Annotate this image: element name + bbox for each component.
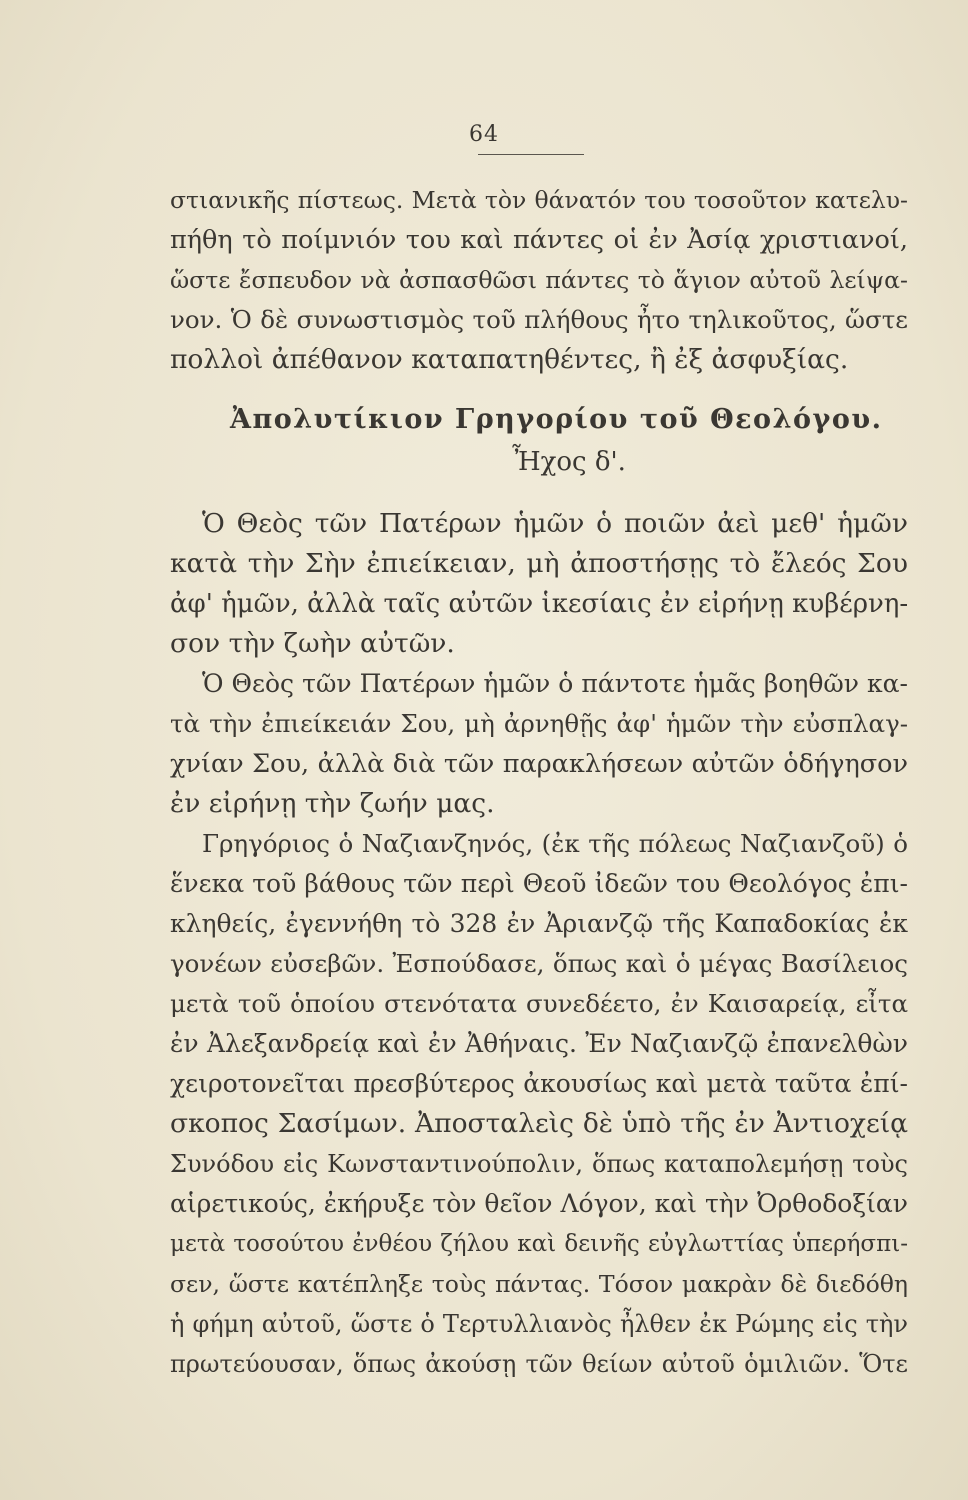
hymn1-line: Ὁ Θεὸς τῶν Πατέρων ἡμῶν ὁ ποιῶν ἀεὶ μεθ' ἡμῶν [202,508,908,539]
hymn1-line: ἀφ' ἡμῶν, ἀλλὰ ταῖς αὐτῶν ἱκεσίαις ἐν εἰρήνῃ κυβέρνη- [170,589,909,619]
hymn2-line: χνίαν Σου, ἀλλὰ διὰ τῶν παρακλήσεων αὐτῶν ὁδήγησον [170,749,908,779]
bio-line: ἐν Ἀλεξανδρείᾳ καὶ ἐν Ἀθήναις. Ἐν Ναζιανζῷ ἐπανελθὼν [170,1029,908,1058]
bio-line: αἱρετικούς, ἐκήρυξε τὸν θεῖον Λόγον, καὶ τὴν Ὀρθοδοξίαν [170,1189,908,1218]
bio-line: μετὰ τοῦ ὁποίου στενότατα συνεδέετο, ἐν Καισαρείᾳ, εἶτα [170,989,908,1018]
bio-line: γονέων εὐσεβῶν. Ἐσπούδασε, ὅπως καὶ ὁ μέγας Βασίλειος [170,949,908,978]
hymn1-line: σον τὴν ζωὴν αὐτῶν. [170,628,455,659]
bio-line: Γρηγόριος ὁ Ναζιανζηνός, (ἐκ τῆς πόλεως Ναζιανζοῦ) ὁ [202,829,908,858]
hymn2-line: τὰ τὴν ἐπιείκειάν Σου, μὴ ἀρνηθῇς ἀφ' ἡμῶν τὴν εὐσπλαγ- [170,709,908,738]
bio-line: ἕνεκα τοῦ βάθους τῶν περὶ Θεοῦ ἰδεῶν του Θεολόγος ἐπι- [170,869,908,898]
bio-line: σκοπος Σασίμων. Ἀποσταλεὶς δὲ ὑπὸ τῆς ἐν Ἀντιοχείᾳ [170,1108,908,1139]
intro-line: ὥστε ἔσπευδον νὰ ἀσπασθῶσι πάντες τὸ ἅγιον αὐτοῦ λείψα- [170,266,908,294]
bio-line: χειροτονεῖται πρεσβύτερος ἀκουσίως καὶ μετὰ ταῦτα ἐπί- [170,1069,908,1098]
bio-line: Συνόδου εἰς Κωνσταντινούπολιν, ὅπως καταπολεμήσῃ τοὺς [170,1150,908,1178]
header-rule [478,154,584,155]
section-heading: Ἀπολυτίκιον Γρηγορίου τοῦ Θεολόγου. [230,404,883,435]
intro-line: νον. Ὁ δὲ συνωστισμὸς τοῦ πλήθους ἦτο τηλικοῦτος, ὥστε [170,305,908,334]
hymn2-line: ἐν εἰρήνῃ τὴν ζωήν μας. [170,788,495,819]
hymn2-line: Ὁ Θεὸς τῶν Πατέρων ἡμῶν ὁ πάντοτε ἡμᾶς βοηθῶν κα- [202,669,908,698]
page-number: 64 [469,122,499,147]
bio-line: μετὰ τοσούτου ἐνθέου ζήλου καὶ δεινῆς εὐγλωττίας ὑπερήσπι- [170,1231,908,1257]
tone-label: Ἦχος δ'. [512,447,626,477]
bio-line: πρωτεύουσαν, ὅπως ἀκούσῃ τῶν θείων αὐτοῦ ὁμιλιῶν. Ὅτε [170,1350,908,1378]
bio-line: κληθείς, ἐγεννήθη τὸ 328 ἐν Ἀριανζῷ τῆς Καπαδοκίας ἐκ [170,909,908,938]
intro-line: στιανικῆς πίστεως. Μετὰ τὸν θάνατόν του τοσοῦτον κατελυ- [170,186,908,214]
intro-line: πήθη τὸ ποίμνιόν του καὶ πάντες οἱ ἐν Ἀσίᾳ χριστιανοί, [170,225,908,255]
bio-line: σεν, ὥστε κατέπληξε τοὺς πάντας. Τόσον μακρὰν δὲ διεδόθη [170,1270,908,1298]
bio-line: ἡ φήμη αὐτοῦ, ὥστε ὁ Τερτυλλιανὸς ἦλθεν ἐκ Ρώμης εἰς τὴν [170,1310,908,1338]
intro-line: πολλοὶ ἀπέθανον καταπατηθέντες, ἢ ἐξ ἀσφυξίας. [170,344,849,375]
page-text [170,180,908,1384]
hymn1-line: κατὰ τὴν Σὴν ἐπιείκειαν, μὴ ἀποστήσῃς τὸ ἔλεός Σου [170,548,908,579]
